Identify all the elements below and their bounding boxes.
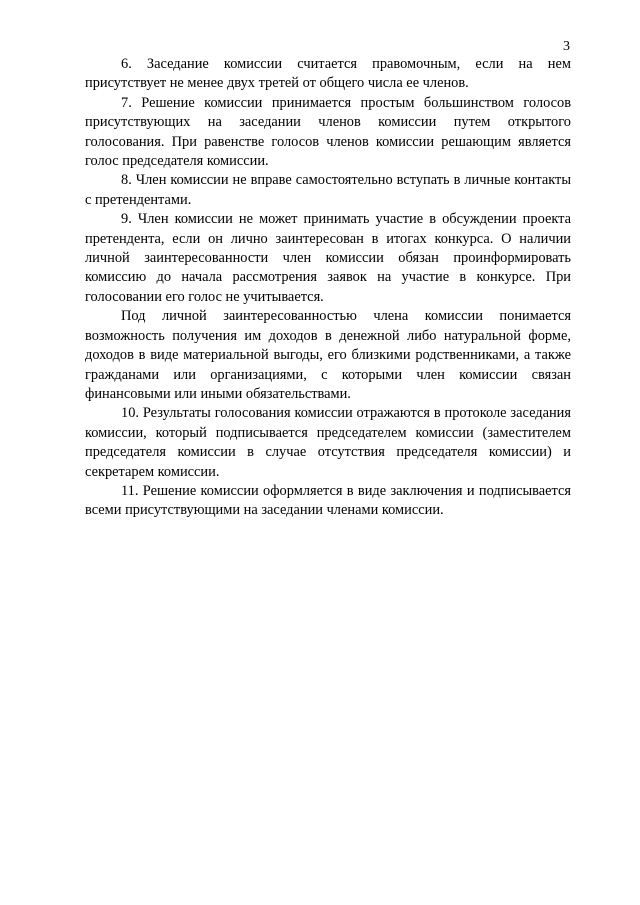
paragraph-item-9: 9. Член комиссии не может принимать участие в обсуждении проекта претендента, если он лично заинтересован в итогах конкурса. О наличии личной заинтересованности член комиссии обязан проинформировать комиссию до начала рассмотрения заявок на участие в конкурсе. При голосовании его голос не учитывается.: [85, 211, 571, 305]
paragraph-item-7: 7. Решение комиссии принимается простым большинством голосов присутствующих на заседании членов комиссии путем открытого голосования. При равенстве голосов членов комиссии решающим является голос председателя комиссии.: [85, 94, 571, 170]
paragraph-item-10: 10. Результаты голосования комиссии отражаются в протоколе заседания комиссии, который подписывается председателем комиссии (заместителем председателя комиссии в случае отсутствия председателя комиссии) и секретарем комиссии.: [85, 405, 571, 480]
page-number: 3: [563, 39, 570, 54]
paragraph-item-6: 6. Заседание комиссии считается правомочным, если на нем присутствует не менее двух третей от общего числа ее членов.: [85, 56, 571, 92]
paragraph-item-8: 8. Член комиссии не вправе самостоятельно вступать в личные контакты с претендентами.: [85, 172, 571, 208]
document-body: [85, 55, 571, 521]
paragraph-item-11: 11. Решение комиссии оформляется в виде заключения и подписывается всеми присутствующими на заседании членами комиссии.: [85, 482, 571, 519]
paragraph-interest-definition: Под личной заинтересованностью члена комиссии понимается возможность получения им доходов в денежной либо натуральной форме, доходов в виде материальной выгоды, его близкими родственниками, а также гражданами или организациями, с которыми член комиссии связан финансовыми или иными обязательствами.: [85, 308, 571, 402]
